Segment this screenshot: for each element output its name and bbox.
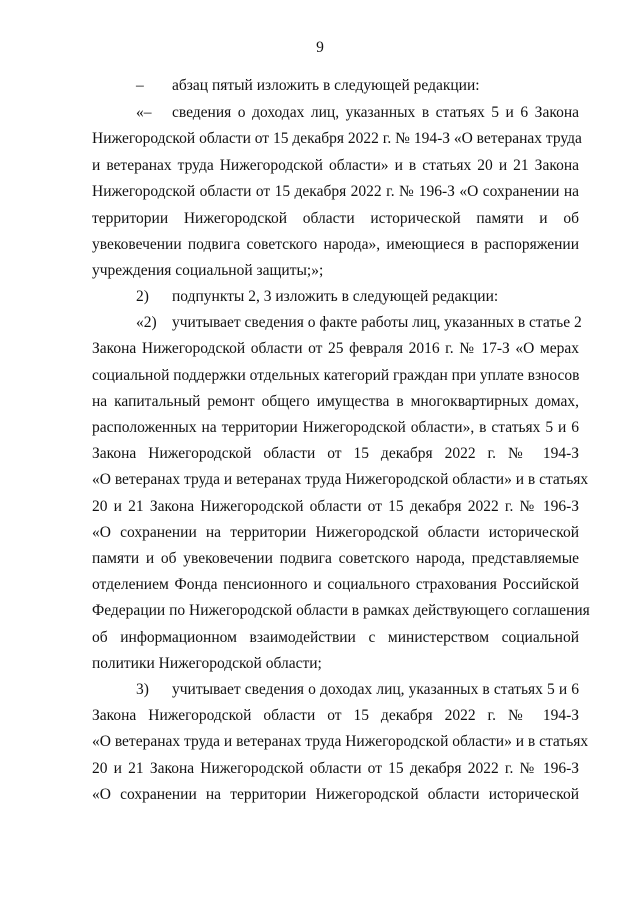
paragraph-4-line-10: памяти и об увековечении подвига советского народа, представляемые [92, 550, 579, 567]
paragraph-2-line-1: сведения о доходах лиц, указанных в статьях 5 и 6 Закона [172, 104, 579, 121]
paragraph-4-line-14: политики Нижегородской области; [92, 655, 322, 672]
paragraph-4-line-11: отделением Фонда пенсионного и социального страхования Российской [92, 576, 579, 593]
paragraph-2-line-5: территории Нижегородской области исторической памяти и об [92, 210, 579, 227]
paragraph-3-marker: 2) [136, 288, 149, 305]
paragraph-4-line-2: Закона Нижегородской области от 25 февраля 2016 г. № 17-З «О мерах [92, 340, 579, 357]
paragraph-2-line-6: увековечении подвига советского народа», имеющиеся в распоряжении [92, 236, 579, 253]
paragraph-4-marker: «2) [136, 314, 157, 331]
paragraph-4-line-4: на капитальный ремонт общего имущества в многоквартирных домах, [92, 393, 579, 410]
paragraph-4-line-5: расположенных на территории Нижегородской области», в статьях 5 и 6 [92, 419, 579, 436]
paragraph-5-line-1: учитывает сведения о доходах лиц, указанных в статьях 5 и 6 [172, 681, 579, 698]
paragraph-5-marker: 3) [136, 681, 149, 698]
paragraph-5-line-2: Закона Нижегородской области от 15 декабря 2022 г. № 194-З [92, 707, 579, 724]
paragraph-5-line-5: «О сохранении на территории Нижегородской области исторической [92, 786, 579, 803]
paragraph-4-line-1: учитывает сведения о факте работы лиц, указанных в статье 2 [172, 314, 582, 331]
paragraph-2-line-3: и ветеранах труда Нижегородской области» и в статьях 20 и 21 Закона [92, 157, 579, 174]
paragraph-2-marker: «– [136, 104, 152, 121]
paragraph-2-line-2: Нижегородской области от 15 декабря 2022 г. № 194-З «О ветеранах труда [92, 130, 582, 147]
paragraph-1-marker: – [136, 77, 144, 94]
paragraph-5-line-3: «О ветеранах труда и ветеранах труда Нижегородской области» и в статьях [92, 733, 589, 750]
paragraph-4-line-7: «О ветеранах труда и ветеранах труда Нижегородской области» и в статьях [92, 471, 589, 488]
paragraph-4-line-6: Закона Нижегородской области от 15 декабря 2022 г. № 194-З [92, 445, 579, 462]
paragraph-4-line-8: 20 и 21 Закона Нижегородской области от 15 декабря 2022 г. № 196-З [92, 498, 579, 515]
paragraph-3-line-1: подпункты 2, 3 изложить в следующей редакции: [172, 288, 499, 305]
paragraph-2-line-7: учреждения социальной защиты;»; [92, 262, 324, 279]
paragraph-4-line-13: об информационном взаимодействии с министерством социальной [92, 629, 579, 646]
paragraph-5-line-4: 20 и 21 Закона Нижегородской области от 15 декабря 2022 г. № 196-З [92, 760, 579, 777]
paragraph-4-line-3: социальной поддержки отдельных категорий граждан при уплате взносов [92, 367, 580, 384]
page-number: 9 [316, 39, 324, 56]
paragraph-2-line-4: Нижегородской области от 15 декабря 2022 г. № 196-З «О сохранении на [92, 183, 579, 200]
paragraph-4-line-12: Федерации по Нижегородской области в рамках действующего соглашения [92, 602, 590, 619]
paragraph-1-line-1: абзац пятый изложить в следующей редакции: [172, 77, 480, 94]
paragraph-4-line-9: «О сохранении на территории Нижегородской области исторической [92, 524, 579, 541]
